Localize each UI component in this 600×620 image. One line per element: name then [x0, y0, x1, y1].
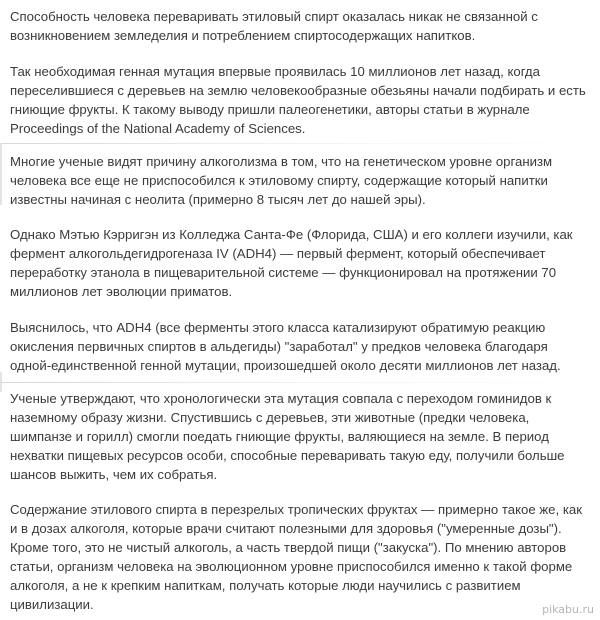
paragraph-1: Способность человека переваривать этиловый спирт оказалась никак не связанной с возникновением земледелия и потреблением спиртосодержащих напитков. — [10, 9, 538, 43]
paragraph-3: Многие ученые видят причину алкоголизма в том, что на генетическом уровне организм человека все еще не приспособился к этиловому спирту, содержащие который напитки известны начиная с неолита (примерно 8 тысяч лет до нашей эры). — [10, 154, 553, 207]
separator-2 — [0, 382, 600, 383]
paragraph-4: Однако Мэтью Кэрригэн из Колледжа Санта-Фе (Флорида, США) и его коллеги изучили, как фермент алкогольдегидрогеназа IV (ADH4) — первый фермент, который обеспечивает переработку этанола в пищеварительной системе — функционировал на протяжении 70 миллионов лет эволюции приматов. — [10, 227, 573, 299]
paragraph-6: Ученые утверждают, что хронологически эта мутация совпала с переходом гоминидов к наземному образу жизни. Спустившись с деревьев, эти животные (предки человека, шимпанзе и горилл) смогли поедать гниющие фрукты, валяющиеся на земле. В период нехватки пищевых ресурсов особи, способные переваривать такую еду, получили больше шансов выжить, чем их собратья. — [10, 391, 565, 482]
paragraph-7: Содержание этилового спирта в перезрелых тропических фруктах — примерно такое же, как и в дозах алкоголя, которые врачи считают полезными для здоровья ("умеренные дозы"). Кроме того, это не чистый алкоголь, а часть твердой пищи ("закуска"). По мнению авторов статьи, организм человека на эволюционном уровне приспособился именно к такой форме алкоголя, а не к крепким напиткам, получать которые люди научились с развитием цивилизации. — [10, 502, 583, 612]
separator-1 — [0, 143, 600, 144]
paragraph-5: Выяснилось, что ADH4 (все ферменты этого класса катализируют обратимую реакцию окисления первичных спиртов в альдегиды) "заработал" у предков человека благодаря одной-единственной генной мутации, произошедшей около десяти миллионов лет назад. — [10, 320, 561, 373]
pikabu-watermark: pikabu.ru — [542, 603, 594, 616]
paragraph-2: Так необходимая генная мутация впервые проявилась 10 миллионов лет назад, когда переселившиеся с деревьев на землю человекообразные обезьяны начали подбирать и есть гниющие фрукты. К такому выводу пришли палеогенетики, авторы статьи в журнале Proceedings of the National Academy of Sciences. — [10, 64, 586, 136]
